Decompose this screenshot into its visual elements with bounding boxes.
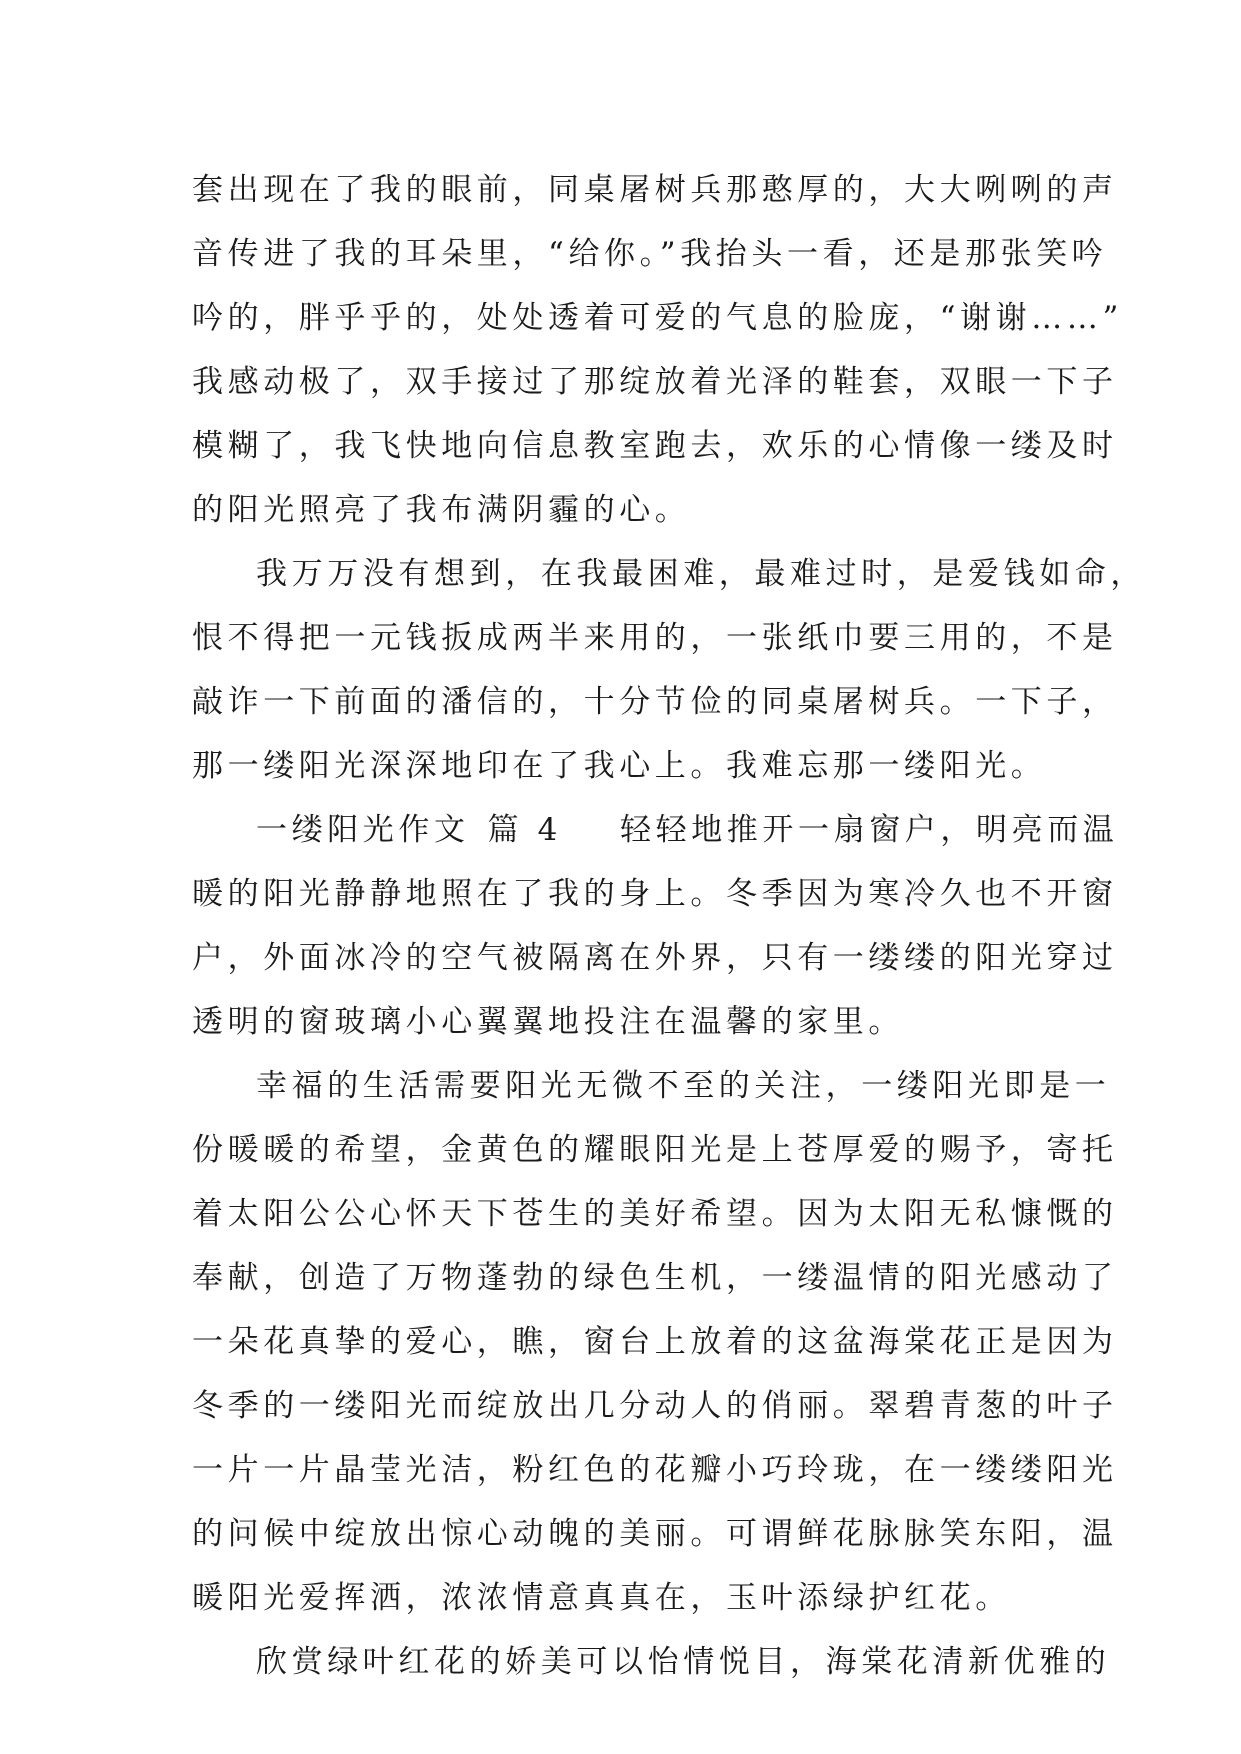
body-line: 模糊了，我飞快地向信息教室跑去，欢乐的心情像一缕及时 [192, 428, 1118, 464]
body-line: 奉献，创造了万物蓬勃的绿色生机，一缕温情的阳光感动了 [192, 1260, 1118, 1296]
body-line: 户，外面冰冷的空气被隔离在外界，只有一缕缕的阳光穿过 [192, 940, 1118, 976]
body-line: 音传进了我的耳朵里，“给你。”我抬头一看，还是那张笑吟 [192, 236, 1108, 272]
body-line: 那一缕阳光深深地印在了我心上。我难忘那一缕阳光。 [192, 748, 1047, 784]
body-line: 恨不得把一元钱扳成两半来用的，一张纸巾要三用的，不是 [192, 620, 1118, 656]
body-line: 一片一片晶莹光洁，粉红色的花瓣小巧玲珑，在一缕缕阳光 [192, 1452, 1118, 1488]
body-line: 的问候中绽放出惊心动魄的美丽。可谓鲜花脉脉笑东阳，温 [192, 1516, 1118, 1552]
body-line: 暖阳光爱挥洒，浓浓情意真真在，玉叶添绿护红花。 [192, 1580, 1011, 1616]
section-heading-continuation: 轻轻地推开一扇窗户，明亮而温 [620, 812, 1119, 848]
section-heading-number: 篇 4 [487, 812, 562, 848]
paragraph-start-line: 欣赏绿叶红花的娇美可以怡情悦目，海棠花清新优雅的 [256, 1644, 1111, 1680]
body-line: 暖的阳光静静地照在了我的身上。冬季因为寒冷久也不开窗 [192, 876, 1118, 912]
body-line: 我感动极了，双手接过了那绽放着光泽的鞋套，双眼一下子 [192, 364, 1118, 400]
section-heading-line [192, 798, 1119, 862]
body-line: 透明的窗玻璃小心翼翼地投注在温馨的家里。 [192, 1004, 904, 1040]
body-line: 套出现在了我的眼前，同桌屠树兵那憨厚的，大大咧咧的声 [192, 172, 1118, 208]
body-line: 着太阳公公心怀天下苍生的美好希望。因为太阳无私慷慨的 [192, 1196, 1118, 1232]
document-body [192, 158, 1146, 1694]
body-line: 的阳光照亮了我布满阴霾的心。 [192, 492, 691, 528]
body-line: 吟的，胖乎乎的，处处透着可爱的气息的脸庞，“谢谢……” [192, 300, 1123, 336]
paragraph-start-line: 幸福的生活需要阳光无微不至的关注，一缕阳光即是一 [256, 1068, 1111, 1104]
paragraph-start-line: 我万万没有想到，在我最困难，最难过时，是爱钱如命， [256, 556, 1146, 592]
section-heading-title: 一缕阳光作文 [256, 812, 470, 848]
body-line: 冬季的一缕阳光而绽放出几分动人的俏丽。翠碧青葱的叶子 [192, 1388, 1118, 1424]
body-line: 敲诈一下前面的潘信的，十分节俭的同桌屠树兵。一下子， [192, 684, 1118, 720]
body-line: 份暖暖的希望，金黄色的耀眼阳光是上苍厚爱的赐予，寄托 [192, 1132, 1118, 1168]
body-line: 一朵花真挚的爱心，瞧，窗台上放着的这盆海棠花正是因为 [192, 1324, 1118, 1360]
